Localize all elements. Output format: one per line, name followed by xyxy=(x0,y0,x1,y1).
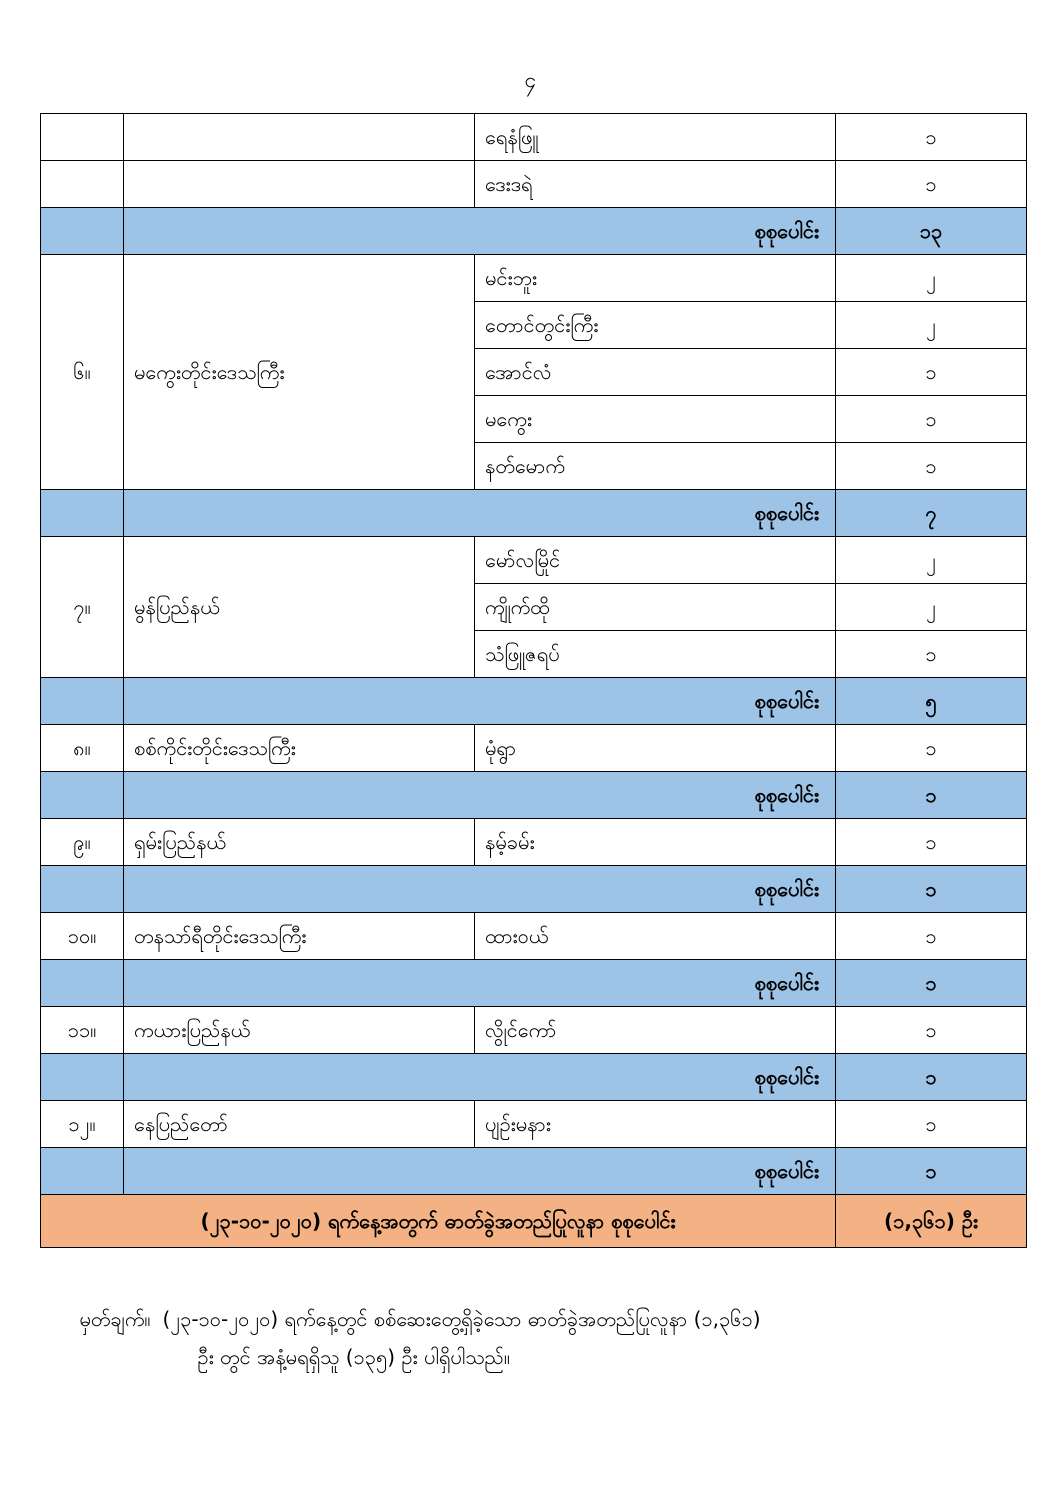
table-row xyxy=(41,725,1027,772)
subtotal-label: စုစုပေါင်း xyxy=(124,490,836,537)
cell-region xyxy=(124,114,475,161)
table-row xyxy=(41,537,1027,584)
cell-no: ၁၂။ xyxy=(41,1101,124,1148)
subtotal-label: စုစုပေါင်း xyxy=(124,866,836,913)
cell-blank xyxy=(41,1148,124,1195)
cell-no: ၉။ xyxy=(41,819,124,866)
cell-count: ၁ xyxy=(836,819,1027,866)
cell-town: ကျိုက်ထို xyxy=(475,584,836,631)
subtotal-label: စုစုပေါင်း xyxy=(124,772,836,819)
cell-count: ၁ xyxy=(836,913,1027,960)
subtotal-row xyxy=(41,866,1027,913)
subtotal-row xyxy=(41,772,1027,819)
cell-region: စစ်ကိုင်းတိုင်းဒေသကြီး xyxy=(124,725,475,772)
subtotal-row xyxy=(41,490,1027,537)
cell-region xyxy=(124,161,475,208)
cell-no: ၆။ xyxy=(41,255,124,490)
cell-count: ၁ xyxy=(836,725,1027,772)
subtotal-label: စုစုပေါင်း xyxy=(124,1148,836,1195)
cell-no xyxy=(41,114,124,161)
cell-no: ၇။ xyxy=(41,537,124,678)
subtotal-value: ၁ xyxy=(836,960,1027,1007)
cell-town: သံဖြူဇရပ် xyxy=(475,631,836,678)
grand-total-value: (၁,၃၆၁) ဦး xyxy=(836,1195,1027,1248)
footnote-line-1 xyxy=(80,1300,982,1338)
cell-count: ၂ xyxy=(836,537,1027,584)
subtotal-label: စုစုပေါင်း xyxy=(124,678,836,725)
cell-count: ၂ xyxy=(836,302,1027,349)
subtotal-value: ၁၃ xyxy=(836,208,1027,255)
cell-town: လွိုင်ကော် xyxy=(475,1007,836,1054)
cell-blank xyxy=(41,678,124,725)
cell-town: မော်လမြိုင် xyxy=(475,537,836,584)
cell-town: ရေနံဖြူ xyxy=(475,114,836,161)
cell-no: ၁၀။ xyxy=(41,913,124,960)
table-body xyxy=(41,114,1027,1248)
subtotal-value: ၁ xyxy=(836,772,1027,819)
cell-town: မုံရွာ xyxy=(475,725,836,772)
subtotal-value: ၅ xyxy=(836,678,1027,725)
table-row xyxy=(41,1007,1027,1054)
cell-count: ၁ xyxy=(836,631,1027,678)
subtotal-value: ၁ xyxy=(836,1054,1027,1101)
cell-town: ထားဝယ် xyxy=(475,913,836,960)
grand-total-label: (၂၃-၁၀-၂၀၂၀) ရက်နေ့အတွက် ဓာတ်ခွဲအတည်ပြုလူနာ စုစုပေါင်း xyxy=(41,1195,836,1248)
page-number: ၄ xyxy=(524,68,537,92)
footnote-label: မှတ်ချက်။ xyxy=(79,1307,151,1331)
footnote-text-1: (၂၃-၁၀-၂၀၂၀) ရက်နေ့တွင် စစ်ဆေးတွေ့ရှိခဲ့သော ဓာတ်ခွဲအတည်ပြုလူနာ (၁,၃၆၁) xyxy=(162,1307,761,1331)
cell-region: ရှမ်းပြည်နယ် xyxy=(124,819,475,866)
cell-no: ၁၁။ xyxy=(41,1007,124,1054)
table-row xyxy=(41,114,1027,161)
table-row xyxy=(41,913,1027,960)
covid-cases-table xyxy=(40,113,1027,1248)
cell-no xyxy=(41,161,124,208)
cell-count: ၁ xyxy=(836,443,1027,490)
subtotal-value: ၁ xyxy=(836,866,1027,913)
cell-count: ၁ xyxy=(836,1101,1027,1148)
cell-count: ၁ xyxy=(836,114,1027,161)
table-row xyxy=(41,819,1027,866)
cell-region: မွန်ပြည်နယ် xyxy=(124,537,475,678)
cell-no: ၈။ xyxy=(41,725,124,772)
subtotal-row xyxy=(41,208,1027,255)
cell-blank xyxy=(41,772,124,819)
cell-blank xyxy=(41,960,124,1007)
cell-region: ကယားပြည်နယ် xyxy=(124,1007,475,1054)
cell-count: ၂ xyxy=(836,255,1027,302)
cell-blank xyxy=(41,490,124,537)
subtotal-row xyxy=(41,1148,1027,1195)
cell-town: တောင်တွင်းကြီး xyxy=(475,302,836,349)
cell-blank xyxy=(41,866,124,913)
cell-count: ၁ xyxy=(836,161,1027,208)
cell-blank xyxy=(41,1054,124,1101)
footnote-line-2: ဦး တွင် အနံ့မရရှိသူ (၁၃၅) ဦး ပါရှိပါသည်။ xyxy=(197,1345,510,1369)
subtotal-label: စုစုပေါင်း xyxy=(124,1054,836,1101)
cell-town: မကွေး xyxy=(475,396,836,443)
cell-town: မင်းဘူး xyxy=(475,255,836,302)
subtotal-value: ၇ xyxy=(836,490,1027,537)
cell-town: နမ့်ခမ်း xyxy=(475,819,836,866)
cell-count: ၁ xyxy=(836,396,1027,443)
grand-total-row xyxy=(41,1195,1027,1248)
cell-region: မကွေးတိုင်းဒေသကြီး xyxy=(124,255,475,490)
subtotal-value: ၁ xyxy=(836,1148,1027,1195)
cell-count: ၂ xyxy=(836,584,1027,631)
subtotal-label: စုစုပေါင်း xyxy=(124,208,836,255)
cell-count: ၁ xyxy=(836,1007,1027,1054)
cell-town: အောင်လံ xyxy=(475,349,836,396)
subtotal-label: စုစုပေါင်း xyxy=(124,960,836,1007)
cell-region: နေပြည်တော် xyxy=(124,1101,475,1148)
cell-town: ပျဉ်းမနား xyxy=(475,1101,836,1148)
subtotal-row xyxy=(41,960,1027,1007)
table-row xyxy=(41,255,1027,302)
table-row xyxy=(41,161,1027,208)
subtotal-row xyxy=(41,678,1027,725)
subtotal-row xyxy=(41,1054,1027,1101)
cell-blank xyxy=(41,208,124,255)
table-row xyxy=(41,1101,1027,1148)
cell-town: ဒေးဒရဲ xyxy=(475,161,836,208)
cell-town: နတ်မောက် xyxy=(475,443,836,490)
cell-count: ၁ xyxy=(836,349,1027,396)
footnote xyxy=(80,1300,982,1376)
cell-region: တနသာ်ရီတိုင်းဒေသကြီး xyxy=(124,913,475,960)
